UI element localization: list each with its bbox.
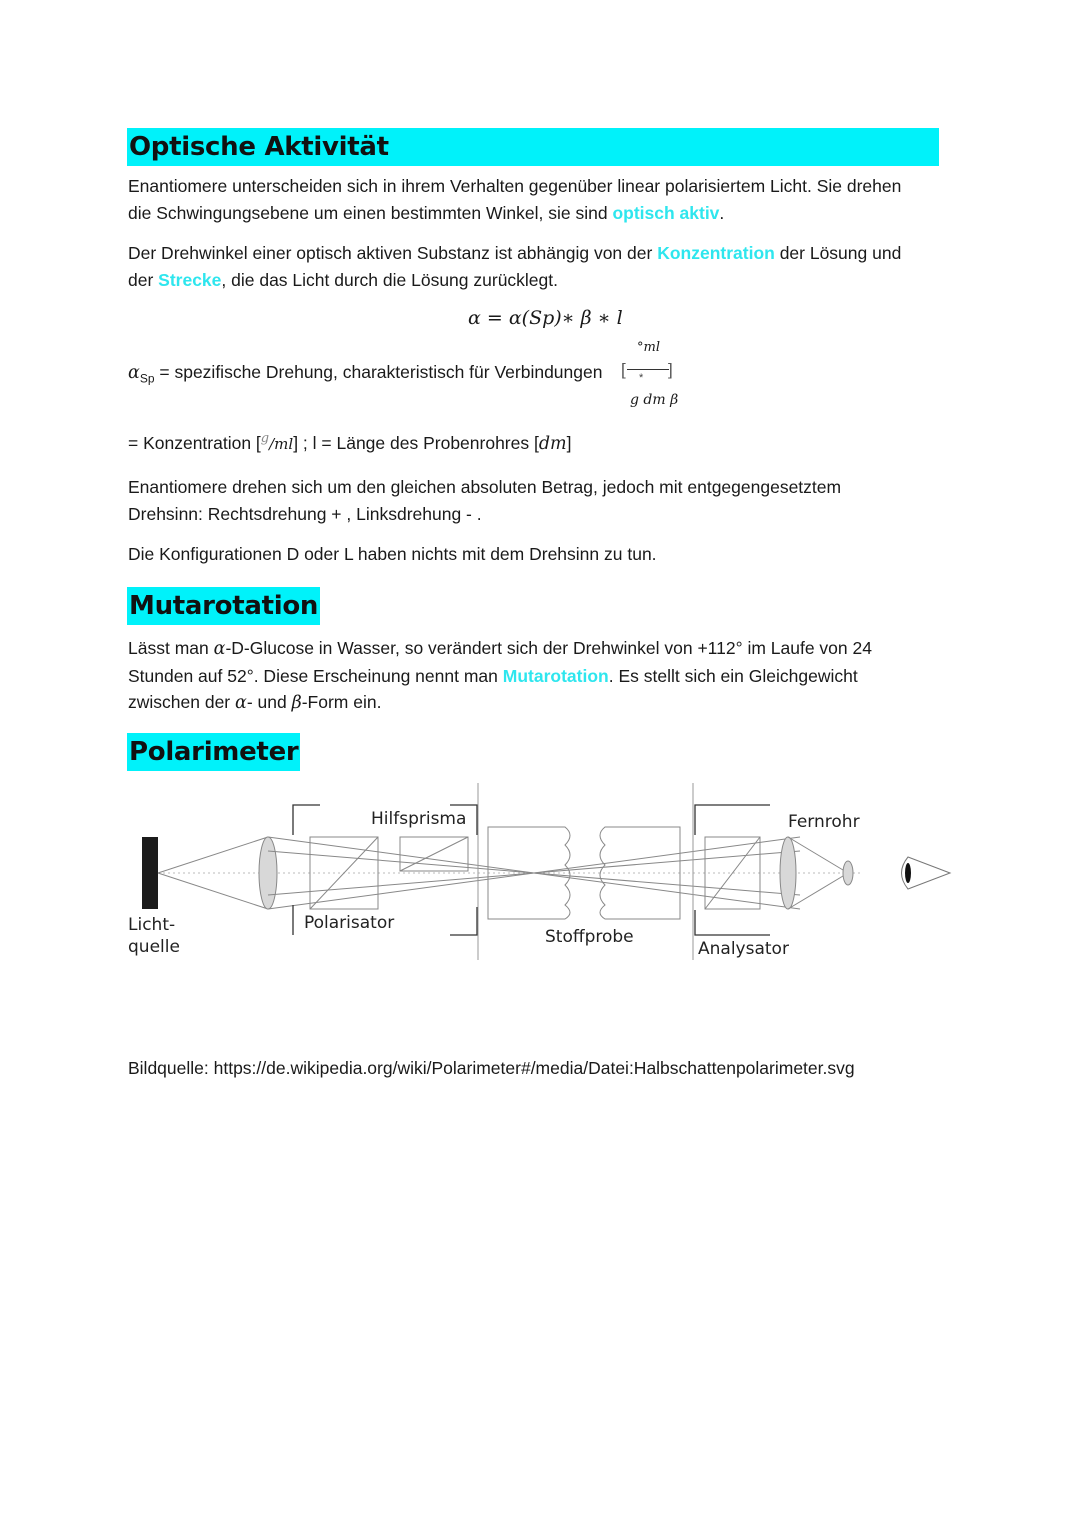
unit-dm: dm — [538, 433, 567, 454]
alpha-symbol: α — [213, 639, 226, 659]
text-fragment: - und — [246, 692, 292, 712]
label-lichtquelle — [128, 914, 180, 958]
text-line: Enantiomere drehen sich um den gleichen absoluten Betrag, jedoch mit entgegengesetztem — [128, 477, 842, 497]
text-fragment: , die das Licht durch die Lösung zurücklegt. — [221, 269, 558, 290]
heading-optische-aktivitaet: Optische Aktivität — [127, 128, 939, 166]
condenser-lens — [259, 837, 277, 909]
beta-symbol: β — [291, 693, 302, 713]
eyepiece-lens — [843, 861, 853, 885]
text-fragment: . — [719, 202, 725, 223]
unit-numerator: °ml — [637, 340, 660, 355]
definition-text: = spezifische Drehung, charakteristisch für Verbindungen — [154, 362, 603, 382]
alpha-symbol: α — [235, 693, 247, 713]
text-fragment: -D-Glucose in Wasser, so verändert sich der Drehwinkel von +112° im Laufe von 24 — [225, 638, 872, 658]
label-line: quelle — [128, 937, 180, 957]
unit-g: g — [260, 431, 270, 446]
label-polarisator: Polarisator — [304, 913, 395, 933]
text-line: Enantiomere unterscheiden sich in ihrem Verhalten gegenüber linear polarisiertem Licht. Sie drehen — [128, 176, 902, 196]
label-stoffprobe: Stoffprobe — [545, 927, 634, 947]
label-line: Licht- — [128, 915, 176, 935]
text-fragment: ] — [566, 432, 572, 453]
paragraph-enantiomere-licht — [128, 173, 901, 226]
text-fragment: -Form ein. — [301, 692, 382, 712]
label-hilfsprisma: Hilfsprisma — [371, 809, 467, 829]
unit-bracket-open: [ — [621, 360, 626, 379]
unit-ml: /ml — [269, 434, 294, 453]
text-fragment: Lässt man — [128, 638, 214, 658]
alpha-symbol: α — [128, 363, 140, 383]
text-fragment: Stunden auf 52°. Diese Erscheinung nennt man — [128, 665, 503, 686]
heading-mutarotation: Mutarotation — [127, 587, 320, 625]
telescope-lens — [780, 837, 796, 909]
unit-fraction-bar — [627, 369, 669, 370]
paragraph-drehwinkel — [128, 240, 901, 293]
unit-star: * — [639, 372, 644, 384]
formula-drehwinkel: α = α(Sp)∗ β ∗ l — [468, 307, 623, 329]
text-fragment: der Lösung und — [774, 243, 902, 263]
text-fragment: ] ; l = Länge des Probenrohres [ — [293, 432, 539, 453]
highlight-mutarotation: Mutarotation — [502, 665, 609, 686]
text-fragment: der — [128, 269, 159, 290]
text-fragment: = Konzentration [ — [128, 432, 261, 453]
paragraph-konfigurationen — [128, 541, 657, 568]
light-source — [142, 837, 158, 909]
paragraph-mutarotation — [128, 635, 872, 717]
polarimeter-diagram — [120, 775, 960, 970]
text-fragment: zwischen der — [128, 692, 235, 712]
text-line: Die Konfigurationen D oder L haben nichts mit dem Drehsinn zu tun. — [128, 544, 657, 564]
text-line: Drehsinn: Rechtsdrehung + , Linksdrehung - . — [128, 503, 482, 524]
heading-polarimeter: Polarimeter — [127, 733, 300, 771]
source-text: Bildquelle: https://de.wikipedia.org/wiki/Polarimeter#/media/Datei:Halbschattenpolarimeter.svg — [128, 1058, 855, 1078]
alpha-subscript: Sp — [139, 371, 155, 386]
paragraph-enantiomere-betrag — [128, 474, 841, 527]
unit-bracket-close: ] — [668, 360, 673, 379]
definition-spezifische-drehung — [128, 362, 602, 386]
highlight-konzentration: Konzentration — [657, 243, 775, 263]
highlight-strecke: Strecke — [158, 269, 222, 290]
label-analysator: Analysator — [698, 939, 789, 959]
definition-konzentration — [128, 431, 572, 454]
text-line: die Schwingungsebene um einen bestimmten Winkel, sie sind — [128, 202, 613, 223]
highlight-optisch-aktiv: optisch aktiv — [612, 202, 720, 223]
text-fragment: Der Drehwinkel einer optisch aktiven Substanz ist abhängig von der — [128, 243, 658, 263]
unit-denominator: g dm β — [630, 392, 679, 408]
image-source-caption — [128, 1055, 855, 1082]
label-fernrohr: Fernrohr — [788, 812, 860, 832]
text-fragment: . Es stellt sich ein Gleichgewicht — [608, 665, 858, 686]
